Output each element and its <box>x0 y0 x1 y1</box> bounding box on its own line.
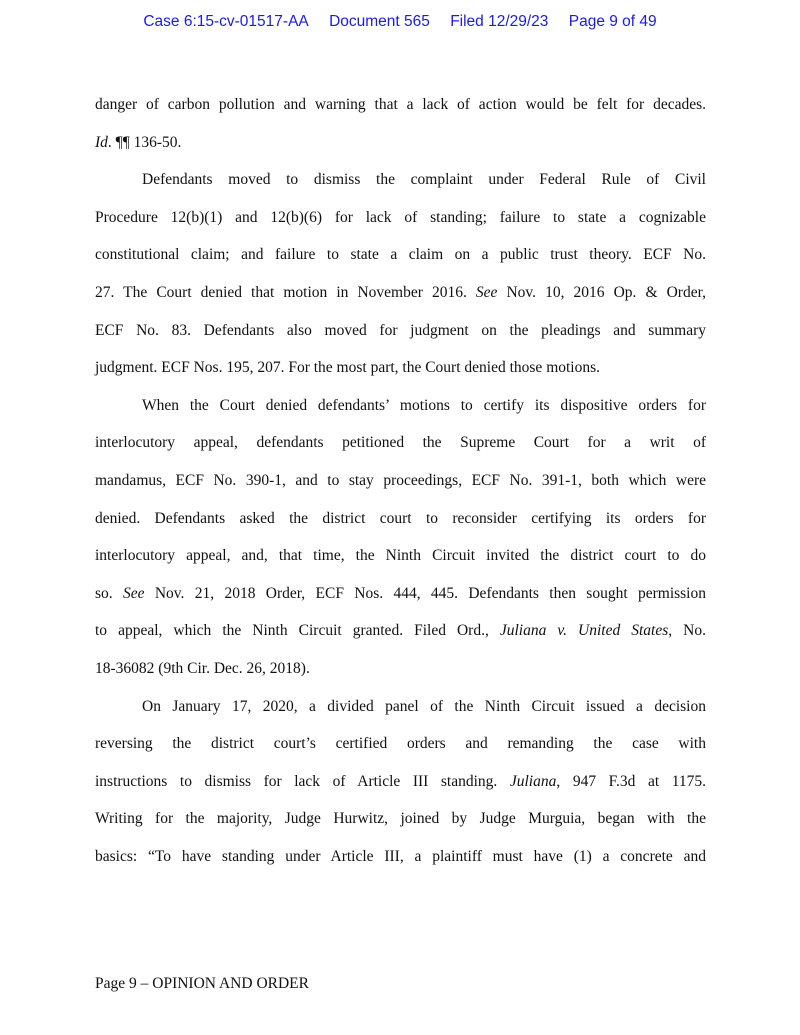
document-number: Document 565 <box>329 13 430 30</box>
text-segment: , No. <box>668 622 706 640</box>
text-segment: On January 17, 2020, a divided panel of the Ninth Circuit issued a decision <box>142 697 706 715</box>
text-segment: Defendants moved to dismiss the complaint under Federal Rule of Civil <box>142 171 706 189</box>
text-line <box>95 620 706 658</box>
text-segment: to appeal, which the Ninth Circuit granted. Filed Ord., <box>95 622 500 640</box>
text-segment: 27. The Court denied that motion in November 2016. <box>95 283 476 301</box>
text-segment: reversing the district court’s certified orders and remanding the case with <box>95 735 706 753</box>
text-segment: 18-36082 (9th Cir. Dec. 26, 2018). <box>95 659 310 677</box>
text-segment: basics: “To have standing under Article III, a plaintiff must have (1) a concrete and <box>95 847 706 865</box>
text-segment: interlocutory appeal, defendants petitioned the Supreme Court for a writ of <box>95 434 706 452</box>
text-line <box>95 169 706 207</box>
text-line <box>95 846 706 884</box>
page-count: Page 9 of 49 <box>568 13 657 30</box>
text-line <box>95 244 706 282</box>
text-line <box>95 320 706 358</box>
page-footer: Page 9 – OPINION AND ORDER <box>95 975 309 992</box>
text-segment: interlocutory appeal, and, that time, the Ninth Circuit invited the district court to do <box>95 547 706 565</box>
text-line <box>95 545 706 583</box>
text-line <box>95 94 706 132</box>
text-line <box>95 508 706 546</box>
text-line <box>95 696 706 734</box>
text-line <box>95 733 706 771</box>
text-line <box>95 357 706 395</box>
text-segment: danger of carbon pollution and warning that a lack of action would be felt for decades. <box>95 96 706 113</box>
text-line <box>95 207 706 245</box>
text-segment: denied. Defendants asked the district court to reconsider certifying its orders for <box>95 509 706 527</box>
italic-citation: Id <box>95 133 108 151</box>
italic-citation: See <box>123 584 145 602</box>
text-segment: constitutional claim; and failure to state a claim on a public trust theory. ECF No. <box>95 246 706 264</box>
text-segment: , 947 F.3d at 1175. <box>556 772 707 790</box>
case-number: Case 6:15-cv-01517-AA <box>143 13 309 30</box>
text-line <box>95 470 706 508</box>
text-line <box>95 132 706 170</box>
filing-header <box>0 13 800 31</box>
text-line <box>95 432 706 470</box>
text-segment: so. <box>95 584 123 602</box>
opinion-body <box>95 94 706 883</box>
text-segment: When the Court denied defendants’ motions to certify its dispositive orders for <box>142 396 706 414</box>
text-segment: judgment. ECF Nos. 195, 207. For the most part, the Court denied those motions. <box>95 359 601 377</box>
text-segment: Procedure 12(b)(1) and 12(b)(6) for lack of standing; failure to state a cognizable <box>95 208 706 226</box>
text-line <box>95 282 706 320</box>
text-segment: Writing for the majority, Judge Hurwitz, joined by Judge Murguia, began with the <box>95 810 706 828</box>
text-line <box>95 583 706 621</box>
filed-date: Filed 12/29/23 <box>450 13 549 30</box>
text-line <box>95 395 706 433</box>
text-segment: Nov. 21, 2018 Order, ECF Nos. 444, 445. Defendants then sought permission <box>144 584 706 602</box>
italic-citation: Juliana <box>509 772 557 790</box>
text-segment: Nov. 10, 2016 Op. & Order, <box>497 283 706 301</box>
text-line <box>95 771 706 809</box>
text-segment: . ¶¶ 136-50. <box>107 133 182 151</box>
text-line <box>95 658 706 696</box>
text-segment: mandamus, ECF No. 390-1, and to stay proceedings, ECF No. 391-1, both which were <box>95 471 706 489</box>
text-line <box>95 808 706 846</box>
italic-citation: Juliana v. United States <box>499 622 669 640</box>
text-segment: instructions to dismiss for lack of Article III standing. <box>95 772 510 790</box>
italic-citation: See <box>475 283 498 301</box>
text-segment: ECF No. 83. Defendants also moved for judgment on the pleadings and summary <box>95 321 706 339</box>
